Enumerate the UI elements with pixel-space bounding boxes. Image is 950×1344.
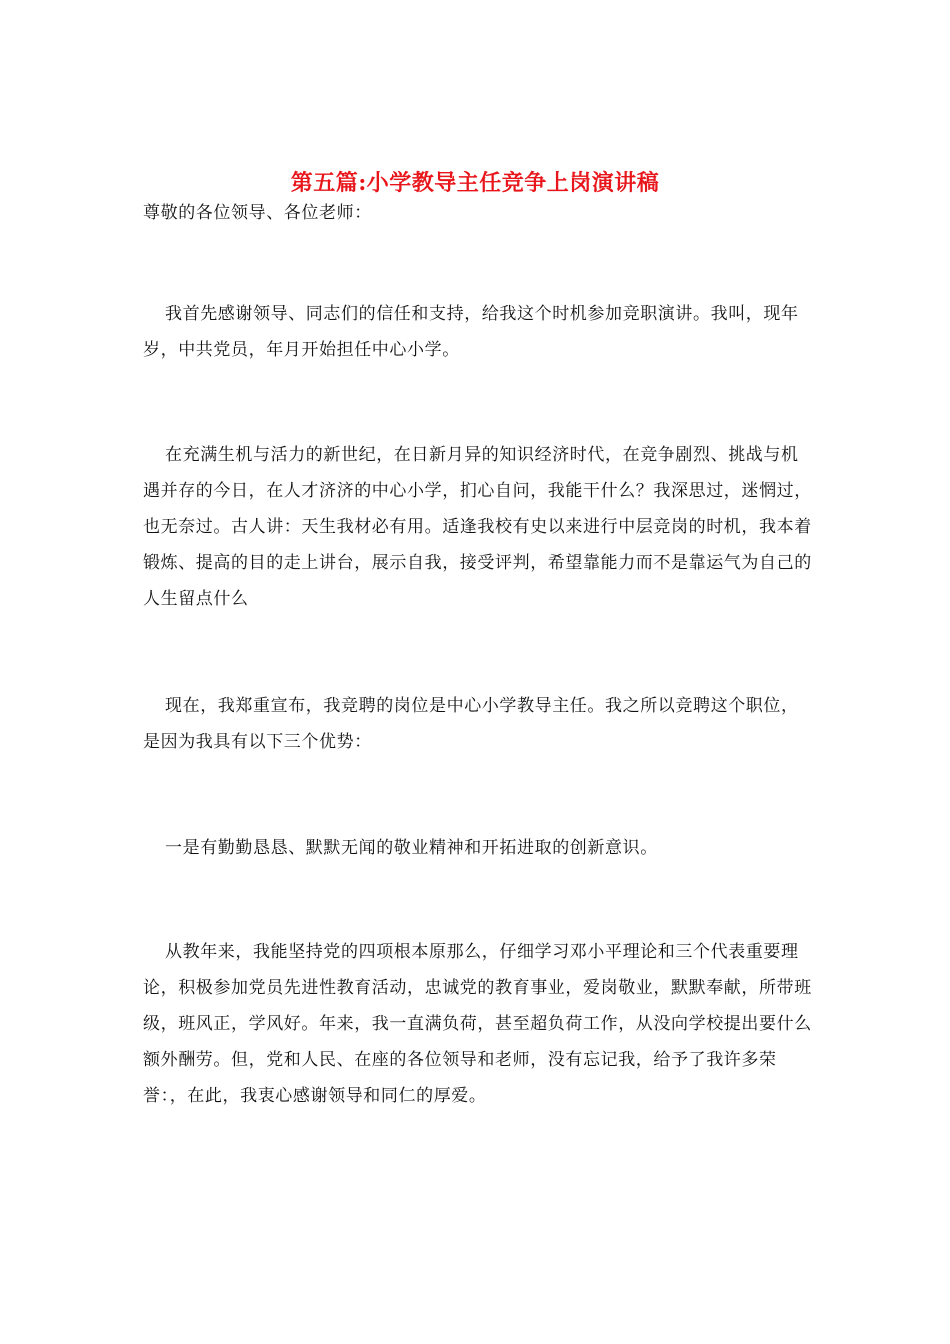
paragraph-1: 我首先感谢领导、同志们的信任和支持，给我这个时机参加竞职演讲。我叫，现年岁，中共党员，年月开始担任中心小学。: [143, 304, 799, 360]
greeting: 尊敬的各位领导、各位老师：: [143, 203, 372, 223]
paragraph-2: 在充满生机与活力的新世纪，在日新月异的知识经济时代，在竞争剧烈、挑战与机遇并存的今日，在人才济济的中心小学，扪心自问，我能干什么？我深思过，迷惘过，也无奈过。古人讲：天生我材必有用。适逢我校有史以来进行中层竞岗的时机，我本着锻炼、提高的目的走上讲台，展示自我，接受评判，希望靠能力而不是靠运气为自己的人生留点什么: [143, 445, 812, 609]
paragraph-3: 现在，我郑重宣布，我竞聘的岗位是中心小学教导主任。我之所以竞聘这个职位，是因为我具有以下三个优势：: [143, 696, 799, 752]
paragraph-5: 从教年来，我能坚持党的四项根本原那么，仔细学习邓小平理论和三个代表重要理论，积极参加党员先进性教育活动，忠诚党的教育事业，爱岗敬业，默默奉献，所带班级，班风正，学风好。年来，我一直满负荷，甚至超负荷工作，从没向学校提出要什么额外酬劳。但，党和人民、在座的各位领导和老师，没有忘记我，给予了我许多荣誉：，在此，我衷心感谢领导和同仁的厚爱。: [143, 942, 812, 1106]
paragraph-4: 一是有勤勤恳恳、默默无闻的敬业精神和开拓进取的创新意识。: [165, 838, 658, 858]
page-title: 第五篇:小学教导主任竞争上岗演讲稿: [290, 169, 660, 196]
